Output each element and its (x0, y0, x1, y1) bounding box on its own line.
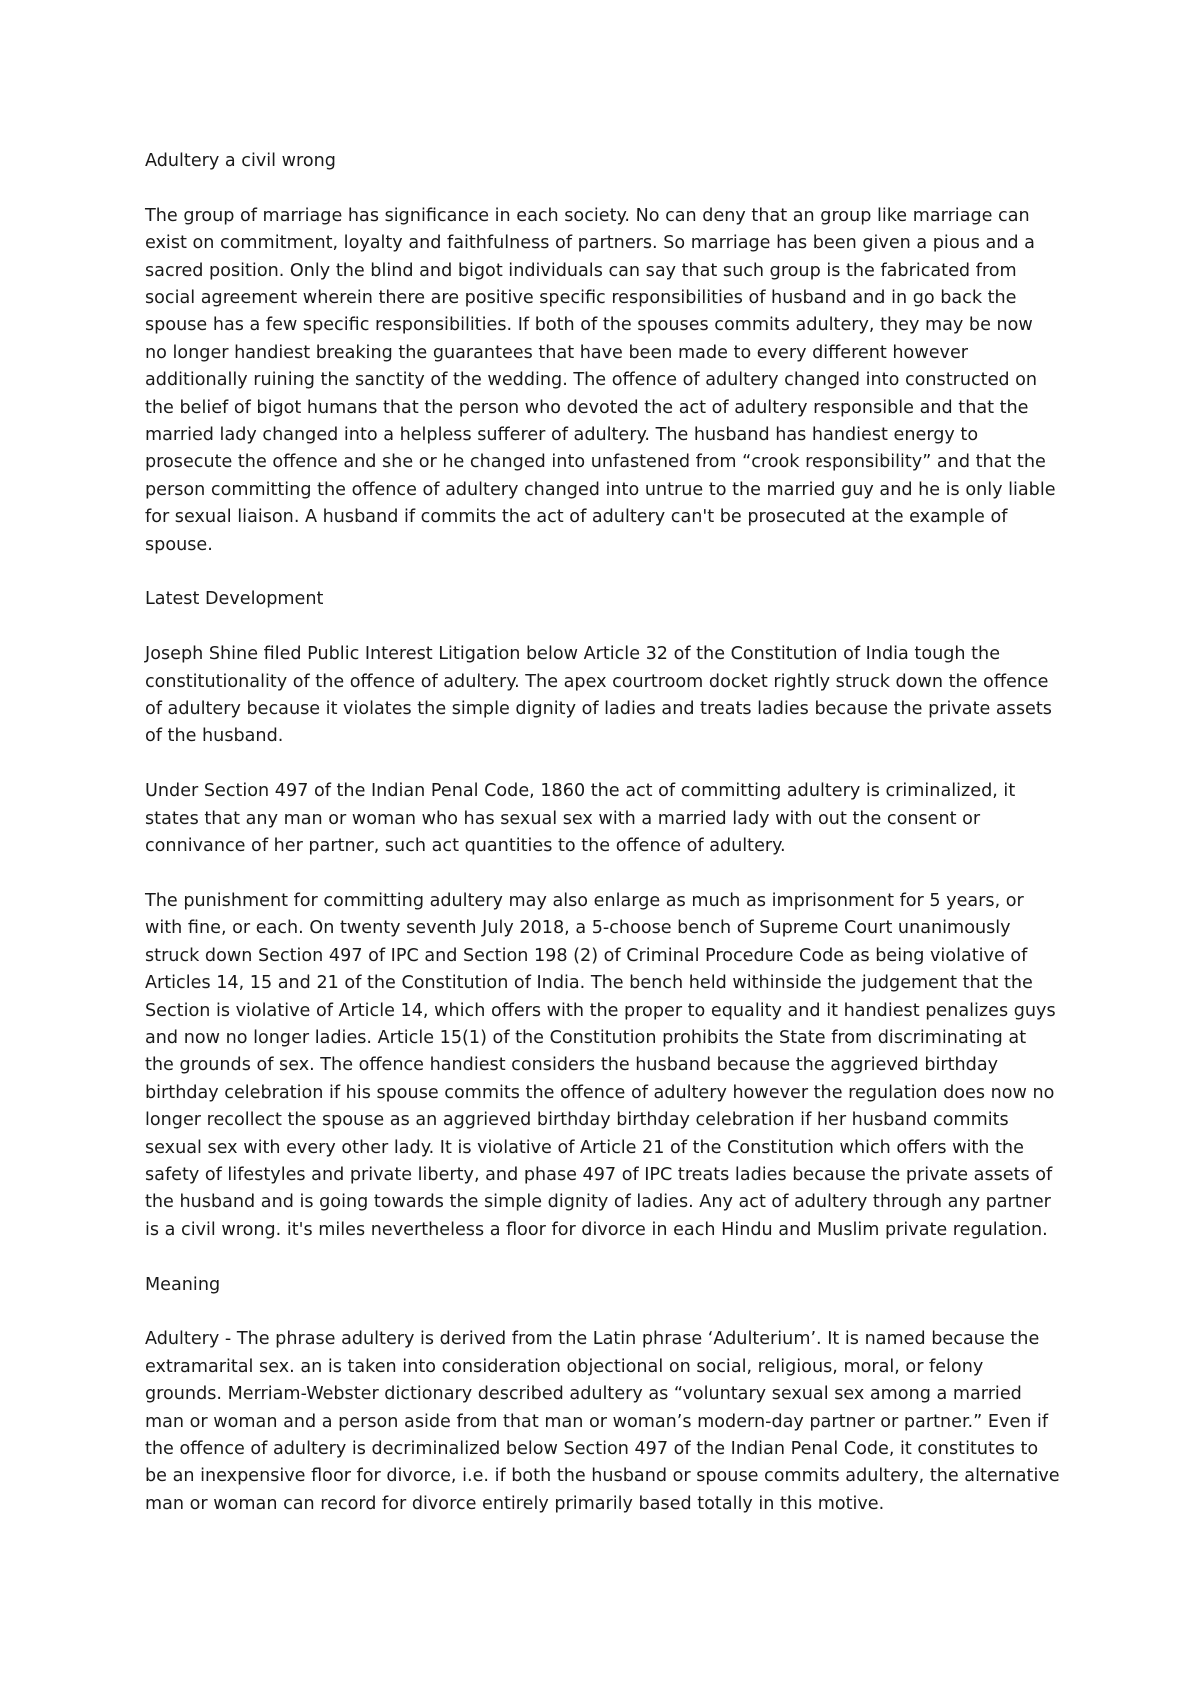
paragraph-section-497: Under Section 497 of the Indian Penal Code, 1860 the act of committing adultery is criminalized, it states that any man or woman who has sexual sex with a married lady with out the consent or connivance of her partner, such act quantities to the offence of adultery. (145, 781, 1016, 857)
paragraph-marriage-institution: The group of marriage has significance in each society. No can deny that an group like marriage can exist on commitment, loyalty and faithfulness of partners. So marriage has been given a pious and a sacred position. Only the blind and bigot individuals can say that such group is the fabricated from social agreement wherein there are positive specific responsibilities of husband and in go back the spouse has a few specific responsibilities. If both of the spouses commits adultery, they may be now no longer handiest breaking the guarantees that have been made to every different however additionally ruining the sanctity of the wedding. The offence of adultery changed into constructed on the belief of bigot humans that the person who devoted the act of adultery responsible and that the married lady changed into a helpless sufferer of adultery. The husband has handiest energy to prosecute the offence and she or he changed into unfastened from “crook responsibility” and that the person committing the offence of adultery changed into untrue to the married guy and he is only liable for sexual liaison. A husband if commits the act of adultery can't be prosecuted at the example of spouse. (145, 205, 1056, 555)
section-heading-adultery-civil-wrong: Adultery a civil wrong (145, 151, 336, 171)
paragraph-joseph-shine-pil: Joseph Shine filed Public Interest Litigation below Article 32 of the Constitution of India tough the constitutionality of the offence of adultery. The apex courtroom docket rightly struck down the offence of adultery because it violates the simple dignity of ladies and treats ladies because the private assets of the husband. (145, 644, 1052, 747)
paragraph-adultery-definition: Adultery - The phrase adultery is derived from the Latin phrase ‘Adulterium’. It is named because the extramarital sex. an is taken into consideration objectional on social, religious, moral, or felony grounds. Merriam-Webster dictionary described adultery as “voluntary sexual sex among a married man or woman and a person aside from that man or woman’s modern-day partner or partner.” Even if the offence of adultery is decriminalized below Section 497 of the Indian Penal Code, it constitutes to be an inexpensive floor for divorce, i.e. if both the husband or spouse commits adultery, the alternative man or woman can record for divorce entirely primarily based totally in this motive. (145, 1329, 1060, 1514)
paragraph-punishment-judgement: The punishment for committing adultery may also enlarge as much as imprisonment for 5 years, or with fine, or each. On twenty seventh July 2018, a 5-choose bench of Supreme Court unanimously struck down Section 497 of IPC and Section 198 (2) of Criminal Procedure Code as being violative of Articles 14, 15 and 21 of the Constitution of India. The bench held withinside the judgement that the Section is violative of Article 14, which offers with the proper to equality and it handiest penalizes guys and now no longer ladies. Article 15(1) of the Constitution prohibits the State from discriminating at the grounds of sex. The offence handiest considers the husband because the aggrieved birthday birthday celebration if his spouse commits the offence of adultery however the regulation does now no longer recollect the spouse as an aggrieved birthday birthday celebration if her husband commits sexual sex with every other lady. It is violative of Article 21 of the Constitution which offers with the safety of lifestyles and private liberty, and phase 497 of IPC treats ladies because the private assets of the husband and is going towards the simple dignity of ladies. Any act of adultery through any partner is a civil wrong. it's miles nevertheless a floor for divorce in each Hindu and Muslim private regulation. (145, 890, 1056, 1240)
section-heading-meaning: Meaning (145, 1274, 221, 1295)
document-body (145, 148, 1060, 1546)
section-heading-latest-development: Latest Development (145, 589, 324, 610)
